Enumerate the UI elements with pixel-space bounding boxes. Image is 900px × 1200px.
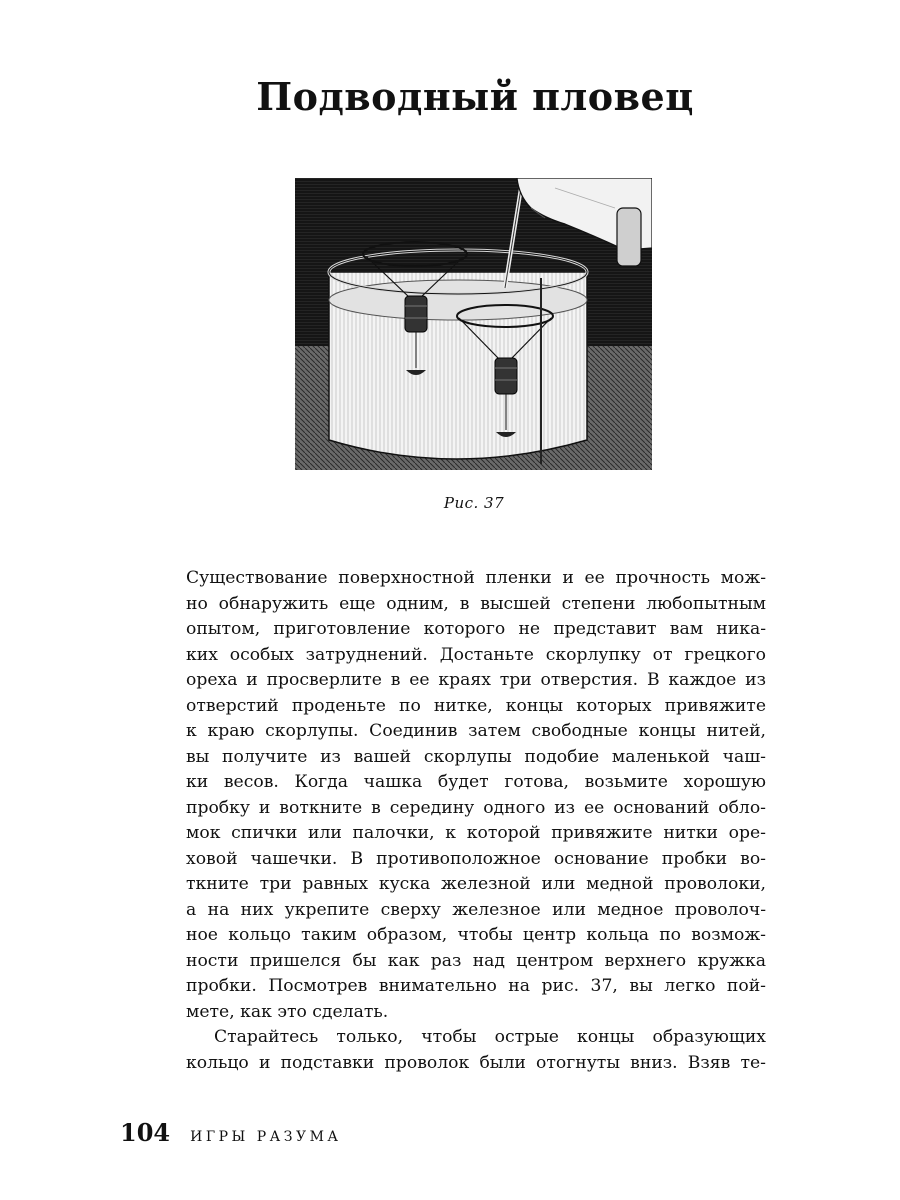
body-line: ореха и просверлите в ее краях три отверстия. В каждое из: [186, 670, 766, 690]
figure-caption: Рис. 37: [443, 494, 505, 512]
page-title: Подводный пловец: [256, 74, 694, 119]
body-line: отверстий проденьте по нитке, концы которых привяжите: [186, 695, 766, 716]
page-number: 104: [120, 1118, 171, 1147]
underwater-swimmer-engraving-icon: [295, 178, 652, 470]
body-line: ких особых затруднений. Достаньте скорлупку от грецкого: [186, 644, 766, 665]
body-line: пробки. Посмотрев внимательно на рис. 37, вы легко пой-: [186, 976, 766, 996]
figure-illustration: [295, 178, 652, 470]
running-head: ИГРЫ РАЗУМА: [190, 1129, 342, 1145]
body-line: ки весов. Когда чашка будет готова, возьмите хорошую: [186, 772, 766, 792]
body-line: ности пришелся бы как раз над центром верхнего кружка: [186, 950, 766, 971]
body-line: Старайтесь только, чтобы острые концы образующих: [214, 1027, 766, 1047]
body-line: а на них укрепите сверху железное или медное проволоч-: [186, 899, 766, 920]
body-line: но обнаружить еще одним, в высшей степени любопытным: [186, 593, 766, 614]
body-line: Существование поверхностной пленки и ее прочность мож-: [186, 568, 766, 588]
body-line: опытом, приготовление которого не представит вам никa-: [186, 619, 766, 639]
page-footer: [120, 1118, 342, 1148]
body-line: ткните три равных куска железной или медной проволоки,: [186, 874, 766, 894]
body-line: ное кольцо таким образом, чтобы центр кольца по возмож-: [186, 925, 766, 945]
body-line: мете, как это сделать.: [186, 1001, 389, 1022]
body-line: пробку и воткните в середину одного из ее оснований обло-: [186, 797, 766, 818]
body-line: к краю скорлупы. Соединив затем свободные концы нитей,: [186, 721, 766, 741]
body-line: ховой чашечки. В противоположное основание пробки во-: [186, 848, 766, 869]
body-text: [186, 566, 766, 1076]
body-line: вы получите из вашей скорлупы подобие маленькой чаш-: [186, 746, 766, 767]
body-line: кольцо и подставки проволок были отогнуты вниз. Взяв те-: [186, 1052, 766, 1073]
body-line: мок спички или палочки, к которой привяжите нитки оре-: [186, 823, 766, 843]
